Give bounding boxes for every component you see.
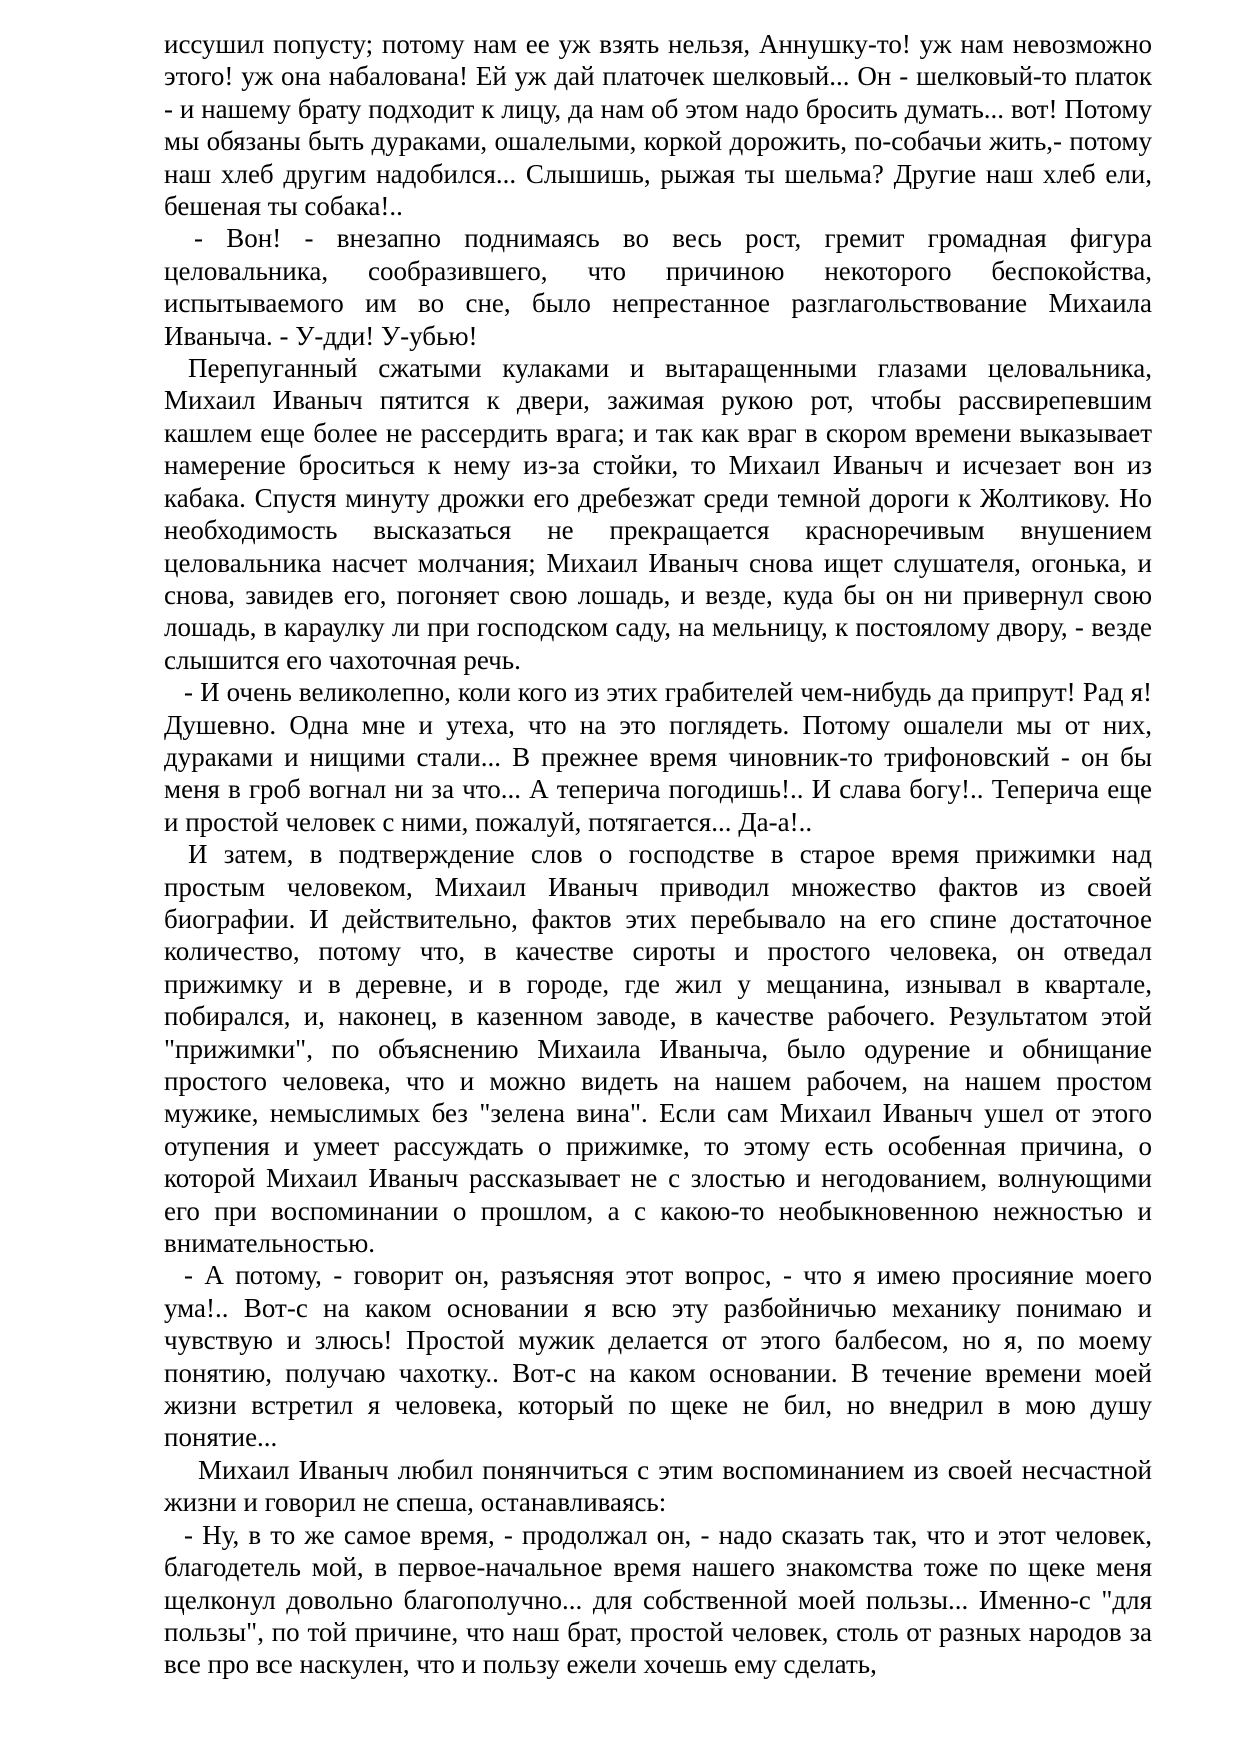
paragraph-2: - Вон! - внезапно поднимаясь во весь рост, гремит громадная фигура целовальника, сообразившего, что причиною некоторого беспокойства, испытываемого им во сне, было непрестанное разглагольствование Михаила Иваныча. - У-дди! У-убью!	[164, 223, 1152, 351]
paragraph-1: иссушил попусту; потому нам ее уж взять нельзя, Аннушку-то! уж нам невозможно этого! уж она набалована! Ей уж дай платочек шелковый... Он - шелковый-то платок - и нашему брату подходит к лицу, да нам об этом надо бросить думать... вот! Потому мы обязаны быть дураками, ошалелыми, коркой дорожить, по-собачьи жить,- потому наш хлеб другим надобился... Слышишь, рыжая ты шельма? Другие наш хлеб ели, бешеная ты собака!..	[164, 29, 1152, 222]
paragraph-6: - А потому, - говорит он, разъясняя этот вопрос, - что я имею просияние моего ума!.. Вот-с на каком основании я всю эту разбойничью механику понимаю и чувствую и злюсь! Простой мужик делается от этого балбесом, но я, по моему понятию, получаю чахотку.. Вот-с на каком основании. В течение времени моей жизни встретил я человека, который по щеке не бил, но внедрил в мою душу понятие...	[164, 1260, 1152, 1453]
paragraph-5: И затем, в подтверждение слов о господстве в старое время прижимки над простым человеком, Михаил Иваныч приводил множество фактов из своей биографии. И действительно, фактов этих перебывало на его спине достаточное количество, потому что, в качестве сироты и простого человека, он отведал прижимку и в деревне, и в городе, где жил у мещанина, изнывал в квартале, побирался, и, наконец, в казенном заводе, в качестве рабочего. Результатом этой "прижимки", по объяснению Михаила Иваныча, было одурение и обнищание простого человека, что и можно видеть на нашем рабочем, на нашем простом мужике, немыслимых без "зелена вина". Если сам Михаил Иваныч ушел от этого отупения и умеет рассуждать о прижимке, то этому есть особенная причина, о которой Михаил Иваныч рассказывает не с злостью и негодованием, волнующими его при воспоминании о прошлом, а с какою-то необыкновенною нежностью и внимательностью.	[164, 839, 1152, 1259]
paragraph-3: Перепуганный сжатыми кулаками и вытаращенными глазами целовальника, Михаил Иваныч пятится к двери, зажимая рукою рот, чтобы рассвирепевшим кашлем еще более не рассердить врага; и так как враг в скором времени выказывает намерение броситься к нему из-за стойки, то Михаил Иваныч и исчезает вон из кабака. Спустя минуту дрожки его дребезжат среди темной дороги к Жолтикову. Но необходимость высказаться не прекращается красноречивым внушением целовальника насчет молчания; Михаил Иваныч снова ищет слушателя, огонька, и снова, завидев его, погоняет свою лошадь, и везде, куда бы он ни привернул свою лошадь, в караулку ли при господском саду, на мельницу, к постоялому двору, - везде слышится его чахоточная речь.	[164, 353, 1152, 675]
paragraph-4: - И очень великолепно, коли кого из этих грабителей чем-нибудь да припрут! Рад я! Душевно. Одна мне и утеха, что на это поглядеть. Потому ошалели мы от них, дураками и нищими стали... В прежнее время чиновник-то трифоновский - он бы меня в гроб вогнал ни за что... А теперича погодишь!.. И слава богу!.. Теперича еще и простой человек с ними, пожалуй, потягается... Да-а!..	[164, 677, 1152, 837]
paragraph-7: Михаил Иваныч любил понянчиться с этим воспоминанием из своей несчастной жизни и говорил не спеша, останавливаясь:	[164, 1454, 1152, 1518]
document-page	[164, 28, 1152, 1681]
paragraph-8: - Ну, в то же самое время, - продолжал он, - надо сказать так, что и этот человек, благодетель мой, в первое-начальное время нашего знакомства тоже по щеке меня щелконул довольно благополучно... для собственной моей пользы... Именно-с "для пользы", по той причине, что наш брат, простой человек, столь от разных народов за все про все наскулен, что и пользу ежели хочешь ему сделать,	[164, 1519, 1152, 1680]
